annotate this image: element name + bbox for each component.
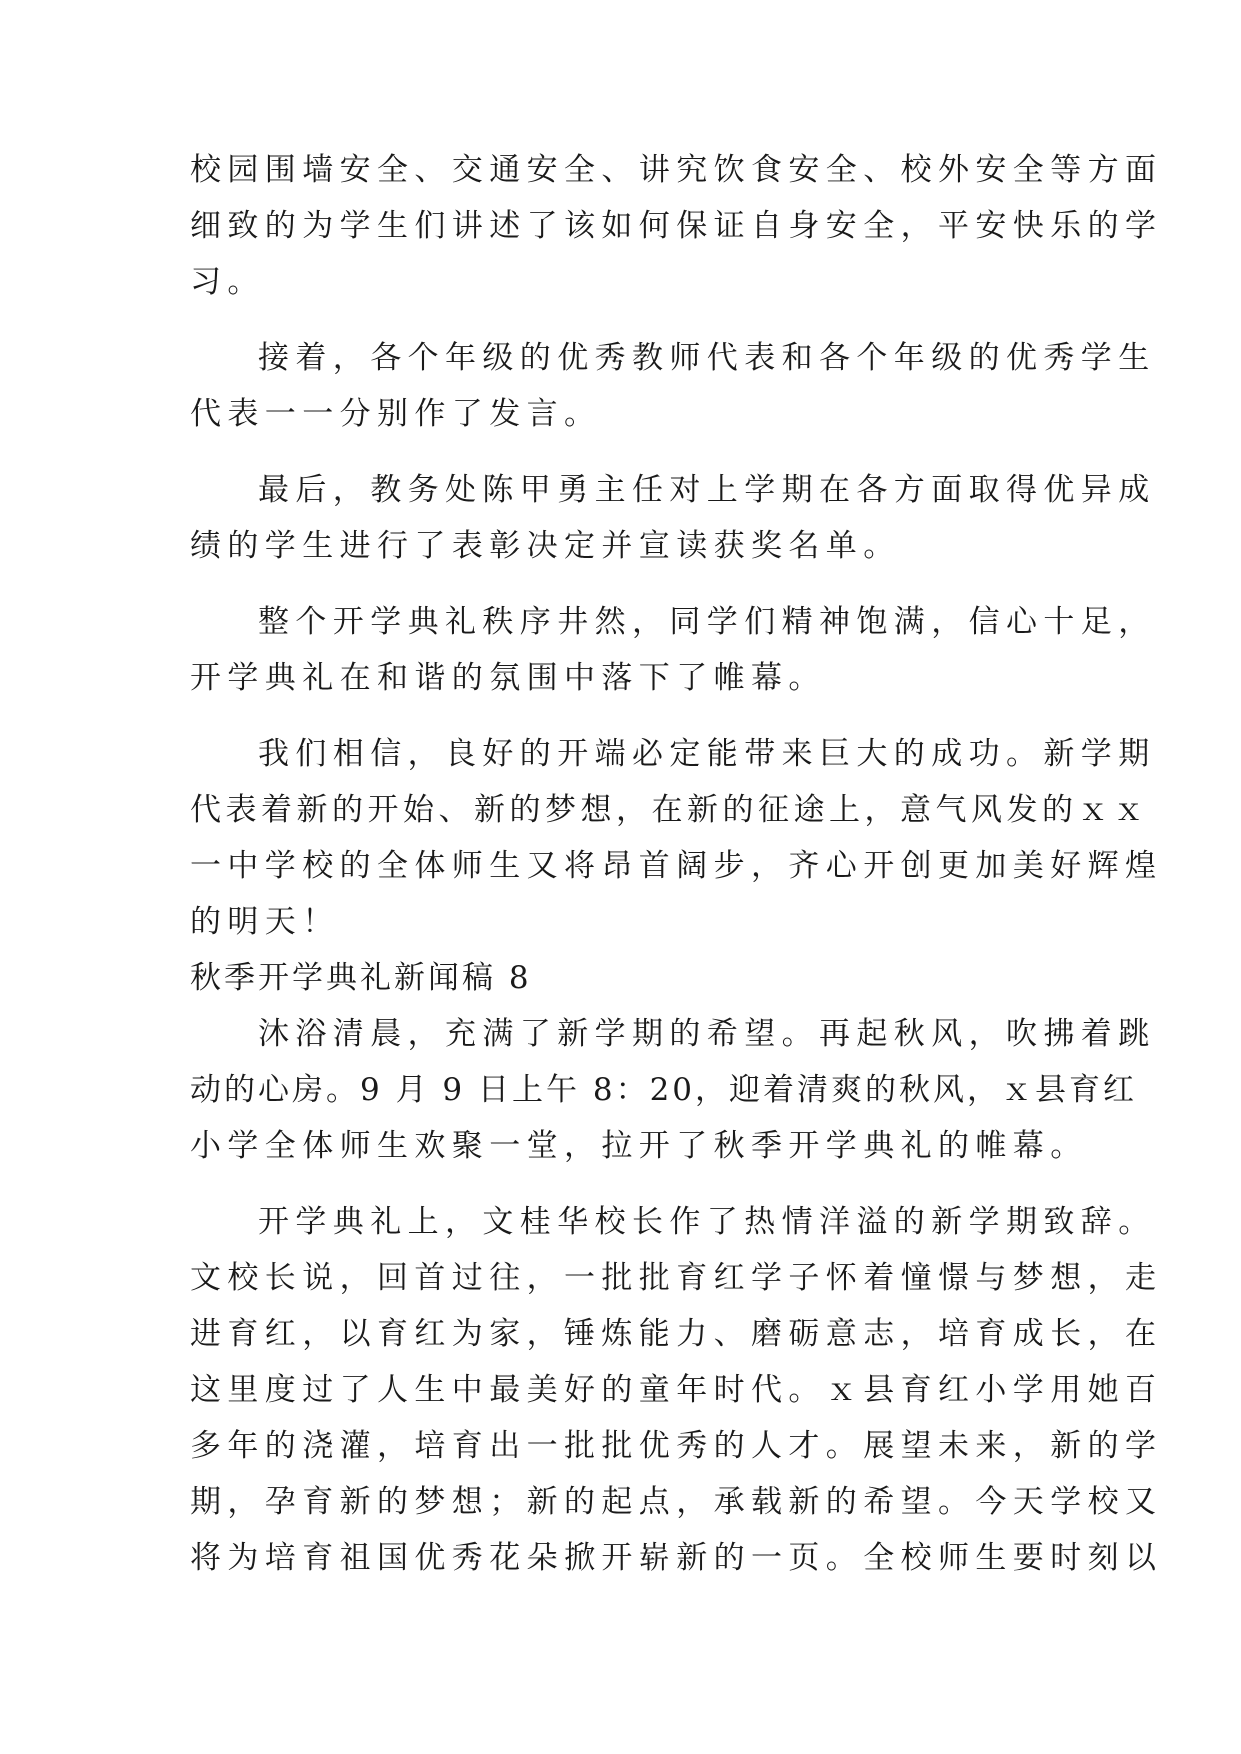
text-line: 习。	[190, 264, 265, 300]
text-line: 校园围墙安全、交通安全、讲究饮食安全、校外安全等方面	[190, 152, 1163, 188]
paragraph-first-line: 开学典礼上，文桂华校长作了热情洋溢的新学期致辞。	[258, 1204, 1156, 1240]
text-line: 的明天！	[190, 904, 340, 940]
text-line: 期，孕育新的梦想；新的起点，承载新的希望。今天学校又	[190, 1484, 1163, 1520]
text-line: 动的心房。9 月 9 日上午 8：20，迎着清爽的秋风，ｘ县育红	[190, 1072, 1138, 1108]
paragraph-first-line: 我们相信，良好的开端必定能带来巨大的成功。新学期	[258, 736, 1156, 772]
paragraph-first-line: 整个开学典礼秩序井然，同学们精神饱满，信心十足，	[258, 604, 1156, 640]
text-line: 开学典礼在和谐的氛围中落下了帷幕。	[190, 660, 826, 696]
text-line: 文校长说，回首过往，一批批育红学子怀着憧憬与梦想，走	[190, 1260, 1163, 1296]
text-line: 多年的浇灌，培育出一批批优秀的人才。展望未来，新的学	[190, 1428, 1163, 1464]
text-line: 代表着新的开始、新的梦想，在新的征途上，意气风发的ｘｘ	[190, 792, 1149, 828]
text-line: 一中学校的全体师生又将昂首阔步，齐心开创更加美好辉煌	[190, 848, 1163, 884]
text-line: 小学全体师生欢聚一堂，拉开了秋季开学典礼的帷幕。	[190, 1128, 1088, 1164]
paragraph-first-line: 最后，教务处陈甲勇主任对上学期在各方面取得优异成	[258, 472, 1156, 508]
text-line: 细致的为学生们讲述了该如何保证自身安全，平安快乐的学	[190, 208, 1163, 244]
text-line: 代表一一分别作了发言。	[190, 396, 602, 432]
text-line: 绩的学生进行了表彰决定并宣读获奖名单。	[190, 528, 901, 564]
paragraph-first-line: 沐浴清晨，充满了新学期的希望。再起秋风，吹拂着跳	[258, 1016, 1156, 1052]
text-line: 将为培育祖国优秀花朵掀开崭新的一页。全校师生要时刻以	[190, 1540, 1163, 1576]
text-line: 这里度过了人生中最美好的童年时代。ｘ县育红小学用她百	[190, 1372, 1163, 1408]
section-heading: 秋季开学典礼新闻稿 8	[190, 960, 532, 996]
paragraph-first-line: 接着，各个年级的优秀教师代表和各个年级的优秀学生	[258, 340, 1156, 376]
text-line: 进育红，以育红为家，锤炼能力、磨砺意志，培育成长，在	[190, 1316, 1163, 1352]
